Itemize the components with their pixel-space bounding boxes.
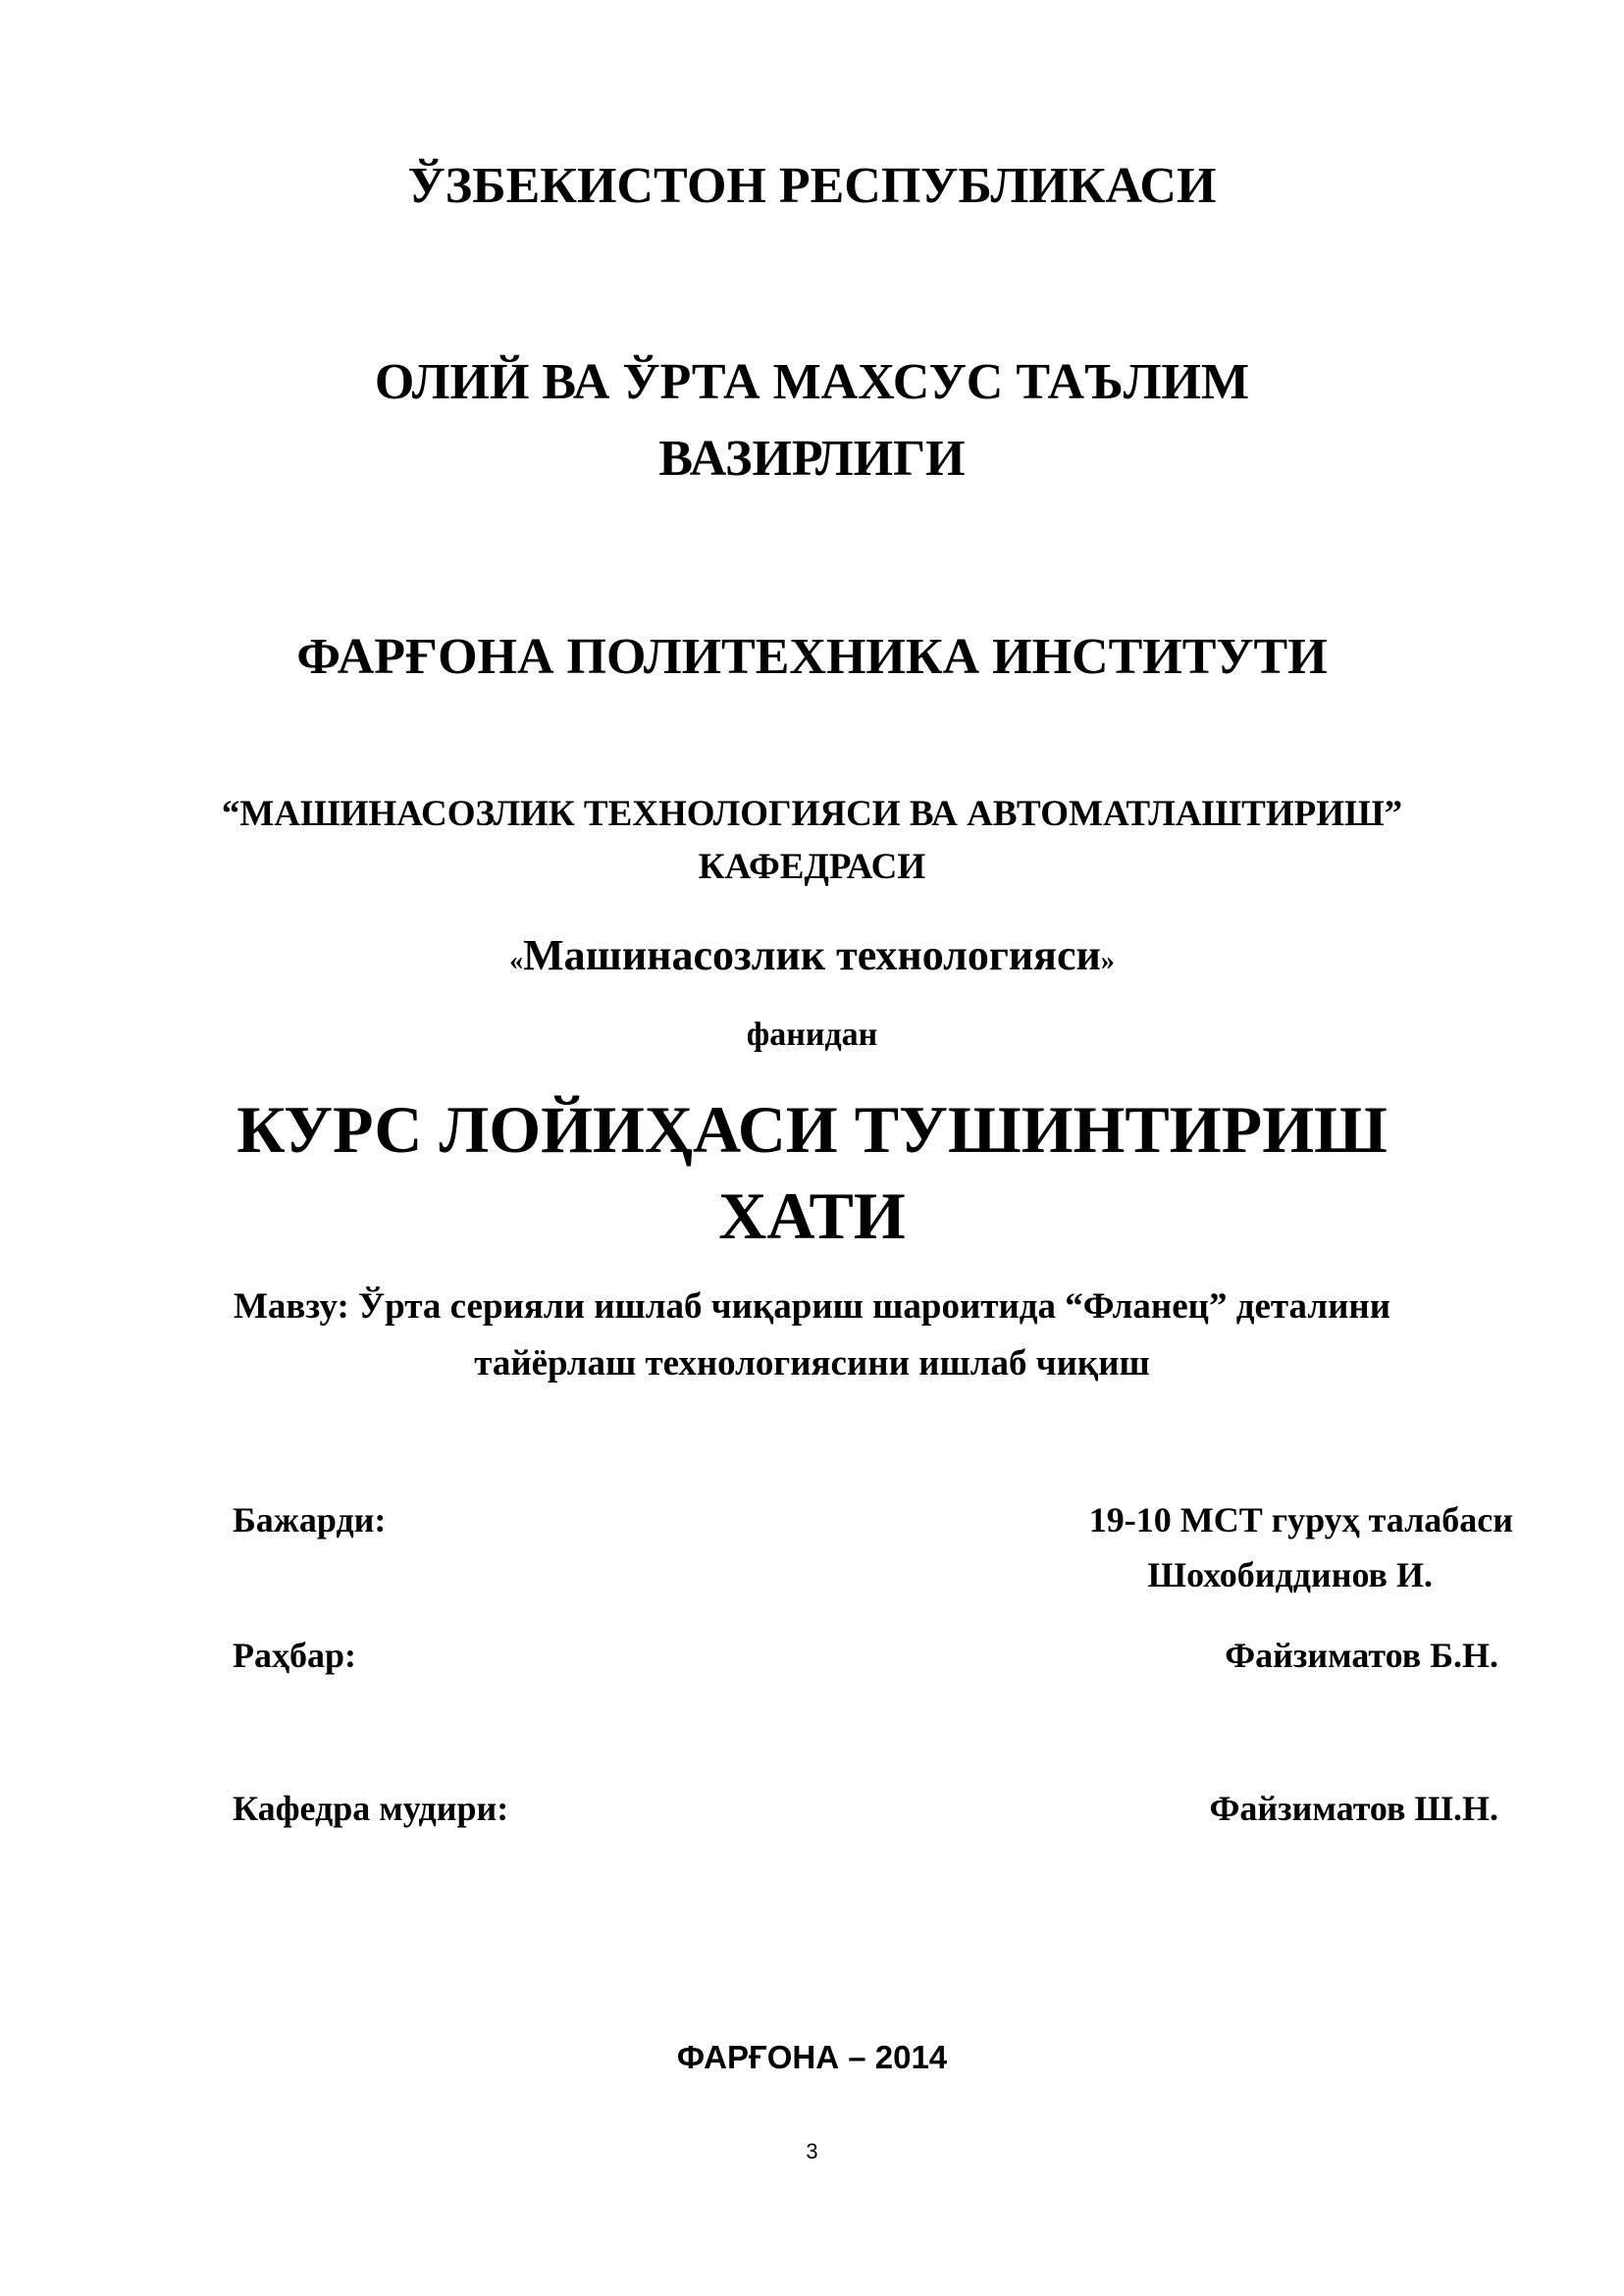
subject-open-quote: «: [509, 946, 524, 976]
department-heading-line1: “МАШИНАСОЗЛИК ТЕХНОЛОГИЯСИ ВА АВТОМАТЛАШТИРИШ”: [221, 794, 1403, 834]
city-year: ФАРҒОНА – 2014: [676, 2039, 948, 2075]
ministry-heading-line1: ОЛИЙ ВА ЎРТА МАХСУС ТАЪЛИМ: [374, 354, 1250, 410]
department-heading-line2: КАФЕДРАСИ: [698, 847, 926, 887]
department-head-label: Кафедра мудири:: [233, 1789, 509, 1828]
ministry-heading-line2: ВАЗИРЛИГИ: [658, 431, 966, 487]
topic-line2: тайёрлаш технологиясини ишлаб чиқиш: [474, 1343, 1150, 1383]
subject-name: Машинасозлик технологияси: [523, 931, 1101, 979]
republic-heading: ЎЗБЕКИСТОН РЕСПУБЛИКАСИ: [407, 158, 1217, 214]
performed-group: 19-10 МСТ гуруҳ талабаси: [1088, 1500, 1513, 1539]
subject-line: [0, 930, 1624, 980]
supervisor-name: Файзиматов Б.Н.: [1225, 1636, 1498, 1675]
page-number: 3: [806, 2139, 818, 2164]
topic-line1: Мавзу: Ўрта серияли ишлаб чиқариш шароитида “Фланец” деталини: [233, 1286, 1391, 1327]
subject-suffix: фанидан: [746, 1017, 878, 1053]
performed-label: Бажарди:: [233, 1500, 387, 1539]
supervisor-label: Раҳбар:: [233, 1636, 356, 1675]
main-title-line2: ХАТИ: [718, 1178, 906, 1253]
main-title-line1: КУРС ЛОЙИҲАСИ ТУШИНТИРИШ: [236, 1092, 1388, 1167]
performed-name: Шохобиддинов И.: [1147, 1555, 1433, 1594]
institute-heading: ФАРҒОНА ПОЛИТЕХНИКА ИНСТИТУТИ: [296, 629, 1328, 685]
department-head-name: Файзиматов Ш.Н.: [1209, 1789, 1498, 1828]
subject-close-quote: »: [1100, 946, 1115, 976]
